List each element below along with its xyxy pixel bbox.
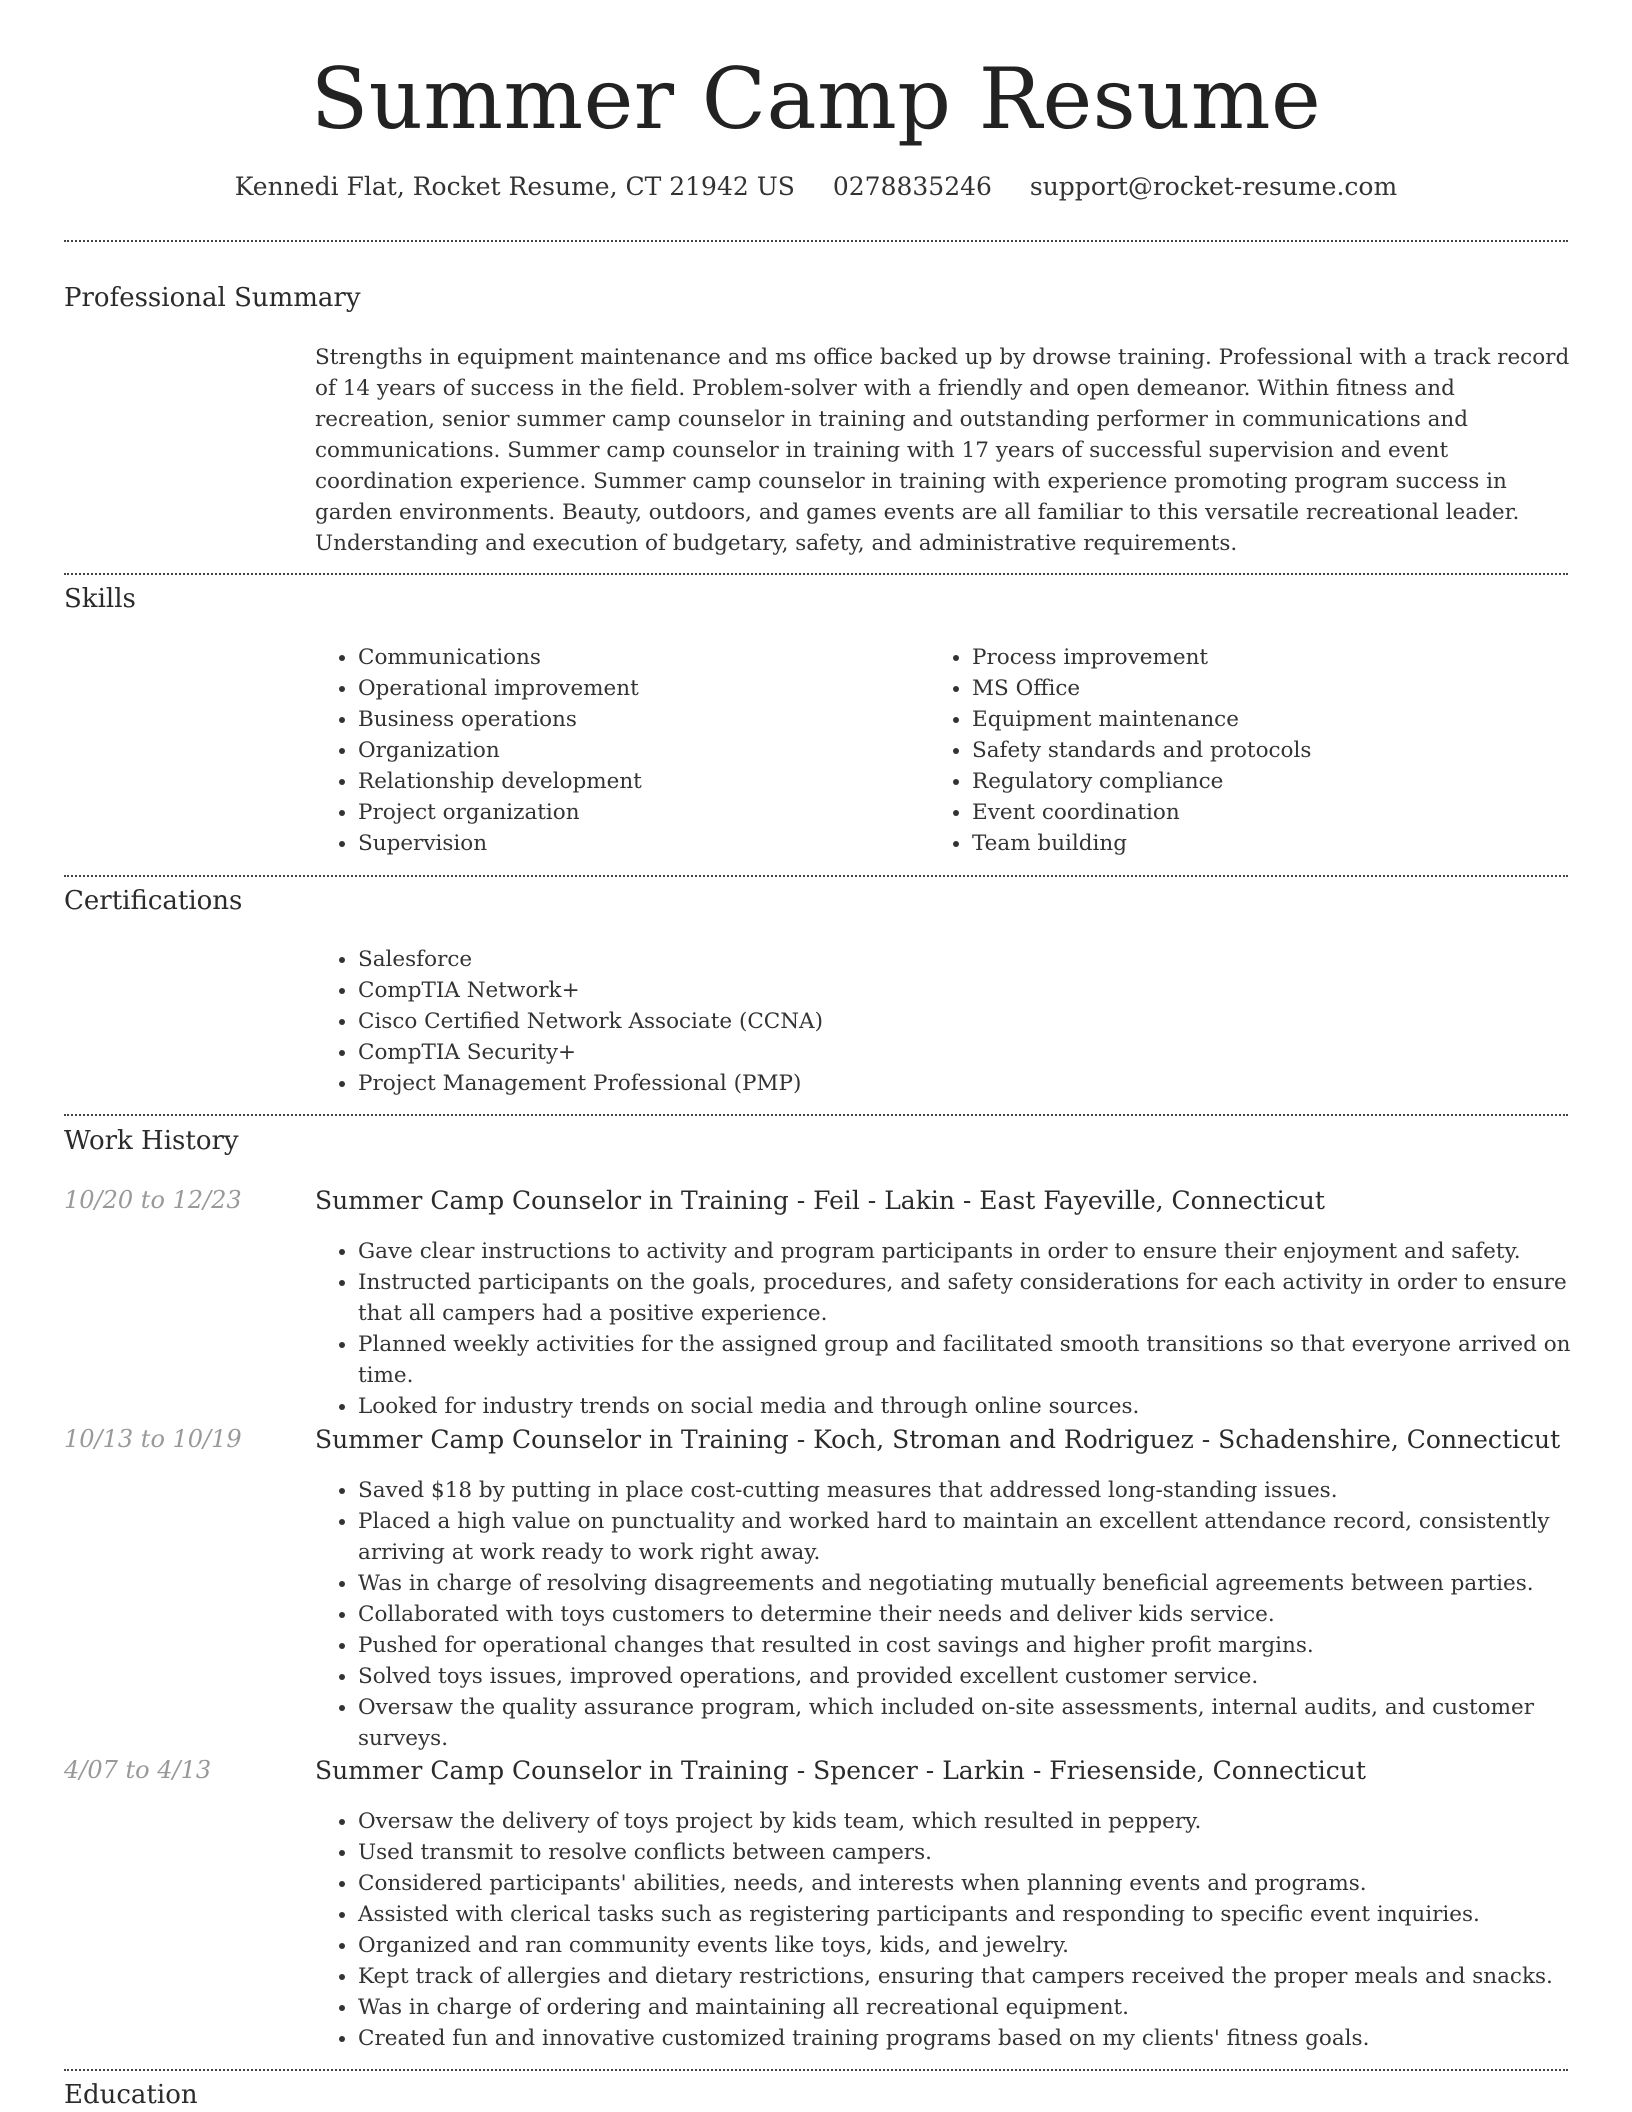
list-item: • Operational improvement — [358, 673, 918, 704]
list-item: • Safety standards and protocols — [972, 735, 1572, 766]
list-item: • Used transmit to resolve conflicts between campers. — [358, 1837, 1588, 1868]
job-bullets — [314, 1475, 1588, 1754]
skills-list-left — [314, 642, 918, 859]
job-bullets — [314, 1236, 1588, 1422]
list-item: • Project Management Professional (PMP) — [358, 1068, 1558, 1099]
contact-line — [0, 172, 1632, 201]
job-title: Summer Camp Counselor in Training - Koch, Stroman and Rodriguez - Schadenshire, Connecticut — [315, 1425, 1561, 1454]
job-dates: 10/13 to 10/19 — [64, 1425, 242, 1453]
list-item: • Pushed for operational changes that resulted in cost savings and higher profit margins. — [358, 1630, 1588, 1661]
section-title-education: Education — [64, 2080, 198, 2110]
section-title-summary: Professional Summary — [64, 283, 361, 313]
list-item: • Collaborated with toys customers to determine their needs and deliver kids service. — [358, 1599, 1588, 1630]
contact-address: Kennedi Flat, Rocket Resume, CT 21942 US — [234, 172, 795, 201]
certifications-list — [314, 944, 1558, 1099]
list-item: • Oversaw the delivery of toys project by kids team, which resulted in peppery. — [358, 1806, 1588, 1837]
list-item: • Was in charge of resolving disagreements and negotiating mutually beneficial agreements between parties. — [358, 1568, 1588, 1599]
section-title-work-history: Work History — [64, 1126, 239, 1156]
list-item: • Supervision — [358, 828, 918, 859]
summary-text: Strengths in equipment maintenance and ms office backed up by drowse training. Professional with a track record of 14 years of success in the field. Problem-solver with a friendly and open demeanor. Within fitness and recreation, senior summer camp counselor in training and outstanding performer in communications and communications. Summer camp counselor in training with 17 years of successful supervision and event coordination experience. Summer camp counselor in training with experience promoting program success in garden environments. Beauty, outdoors, and games events are all familiar to this versatile recreational leader. Understanding and execution of budgetary, safety, and administrative requirements. — [315, 345, 1570, 556]
list-item: • Considered participants' abilities, needs, and interests when planning events and programs. — [358, 1868, 1588, 1899]
section-title-skills: Skills — [64, 584, 136, 614]
list-item: • Oversaw the quality assurance program, which included on-site assessments, internal audits, and customer surveys. — [358, 1692, 1588, 1754]
list-item: • Solved toys issues, improved operations, and provided excellent customer service. — [358, 1661, 1588, 1692]
section-divider — [64, 240, 1568, 242]
list-item: • Instructed participants on the goals, procedures, and safety considerations for each activity in order to ensure that all campers had a positive experience. — [358, 1267, 1588, 1329]
list-item: • Equipment maintenance — [972, 704, 1572, 735]
list-item: • Was in charge of ordering and maintaining all recreational equipment. — [358, 1992, 1588, 2023]
job-title: Summer Camp Counselor in Training - Feil - Lakin - East Fayeville, Connecticut — [315, 1186, 1325, 1215]
list-item: • Created fun and innovative customized training programs based on my clients' fitness goals. — [358, 2023, 1588, 2054]
contact-phone: 0278835246 — [832, 172, 992, 201]
section-divider — [64, 875, 1568, 877]
job-dates: 10/20 to 12/23 — [64, 1186, 242, 1214]
list-item: • Gave clear instructions to activity and program participants in order to ensure their enjoyment and safety. — [358, 1236, 1588, 1267]
list-item: • Business operations — [358, 704, 918, 735]
list-item: • Saved $18 by putting in place cost-cutting measures that addressed long-standing issues. — [358, 1475, 1588, 1506]
job-bullets — [314, 1806, 1588, 2054]
list-item: • Regulatory compliance — [972, 766, 1572, 797]
list-item: • Kept track of allergies and dietary restrictions, ensuring that campers received the proper meals and snacks. — [358, 1961, 1588, 1992]
list-item: • Planned weekly activities for the assigned group and facilitated smooth transitions so that everyone arrived on time. — [358, 1329, 1588, 1391]
section-title-certifications: Certifications — [64, 886, 243, 916]
list-item: • Communications — [358, 642, 918, 673]
list-item: • Organization — [358, 735, 918, 766]
resume-title: Summer Camp Resume — [310, 50, 1322, 148]
list-item: • Team building — [972, 828, 1572, 859]
list-item: • Relationship development — [358, 766, 918, 797]
list-item: • CompTIA Security+ — [358, 1037, 1558, 1068]
list-item: • Project organization — [358, 797, 918, 828]
list-item: • Event coordination — [972, 797, 1572, 828]
job-title: Summer Camp Counselor in Training - Spencer - Larkin - Friesenside, Connecticut — [315, 1756, 1366, 1785]
job-dates: 4/07 to 4/13 — [64, 1756, 212, 1784]
list-item: • MS Office — [972, 673, 1572, 704]
skills-list-right — [928, 642, 1572, 859]
list-item: • CompTIA Network+ — [358, 975, 1558, 1006]
list-item: • Looked for industry trends on social media and through online sources. — [358, 1391, 1588, 1422]
list-item: • Salesforce — [358, 944, 1558, 975]
contact-email: support@rocket-resume.com — [1029, 172, 1398, 201]
list-item: • Assisted with clerical tasks such as registering participants and responding to specific event inquiries. — [358, 1899, 1588, 1930]
list-item: • Organized and ran community events like toys, kids, and jewelry. — [358, 1930, 1588, 1961]
section-divider — [64, 2069, 1568, 2071]
section-divider — [64, 1114, 1568, 1116]
list-item: • Process improvement — [972, 642, 1572, 673]
list-item: • Cisco Certified Network Associate (CCNA) — [358, 1006, 1558, 1037]
section-divider — [64, 573, 1568, 575]
list-item: • Placed a high value on punctuality and worked hard to maintain an excellent attendance record, consistently arriving at work ready to work right away. — [358, 1506, 1588, 1568]
